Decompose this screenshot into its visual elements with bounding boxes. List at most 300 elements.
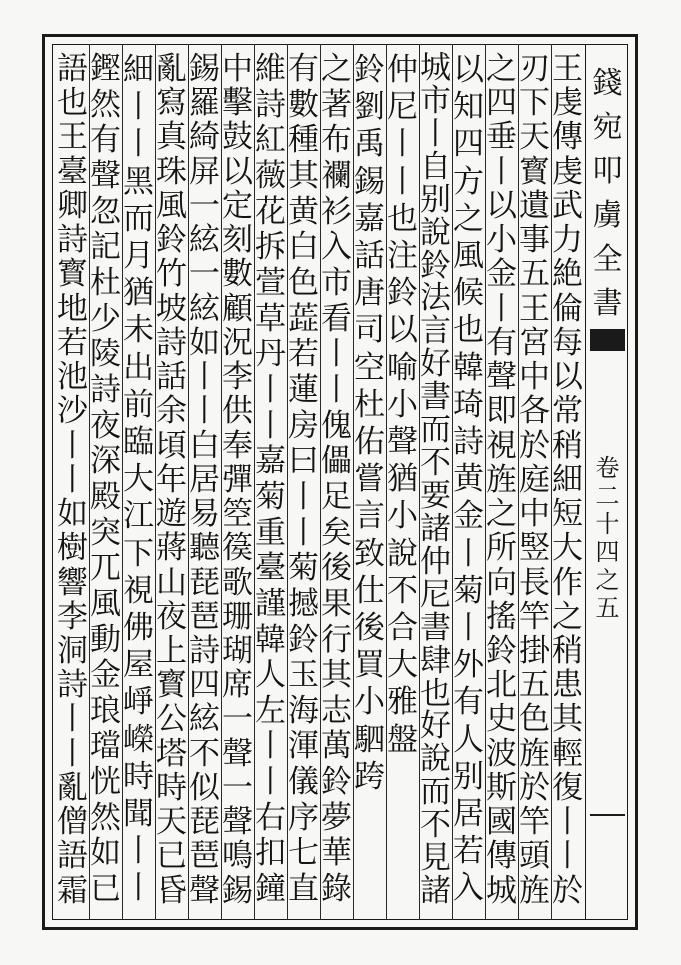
text-char: 後 (354, 610, 385, 647)
volume-label-char: 四 (595, 538, 620, 566)
text-char: 丨 (57, 701, 88, 738)
text-char: 其 (552, 701, 583, 738)
text-char: 若 (288, 336, 319, 373)
text-char: 頃 (156, 427, 187, 464)
text-char: 大 (552, 530, 583, 567)
text-char: 中 (519, 496, 550, 533)
text-char: 序 (288, 799, 319, 836)
text-char: 篌 (222, 530, 253, 567)
text-char: 絃 (189, 290, 220, 327)
text-char: 居 (189, 461, 220, 498)
text-char: 韓 (255, 621, 286, 658)
volume-label (586, 454, 629, 622)
text-char: 丨 (123, 833, 154, 870)
text-char: 丨 (123, 89, 154, 126)
text-char: 市 (321, 264, 352, 301)
text-char: 禹 (354, 126, 385, 163)
text-char: 諸 (420, 873, 451, 910)
text-char: 市 (420, 82, 451, 119)
text-char: 絃 (189, 222, 220, 259)
text-char: 尼 (420, 576, 451, 613)
text-char: 然 (90, 799, 121, 836)
text-char: 丨 (255, 407, 286, 444)
text-char: 席 (222, 667, 253, 704)
text-char: 之 (486, 51, 517, 87)
text-char: 嘗 (354, 461, 385, 498)
text-char: 菊 (288, 550, 319, 587)
text-char: 雅 (387, 684, 418, 721)
page-margin-strip (585, 44, 629, 920)
text-char: 七 (288, 835, 319, 872)
text-char: 丨 (57, 427, 88, 464)
text-char: 萬 (321, 728, 352, 765)
text-char: 所 (486, 530, 517, 567)
text-column (484, 52, 520, 908)
text-char: 如 (57, 496, 88, 533)
text-char: 而 (420, 774, 451, 811)
text-char: 行 (321, 621, 352, 658)
text-char: 維 (255, 51, 286, 87)
text-char: 動 (90, 621, 121, 658)
text-char: 著 (321, 86, 352, 123)
text-char: 夜 (156, 598, 187, 635)
text-char: 旌 (519, 872, 550, 909)
text-char: 王 (519, 290, 550, 327)
text-char: 於 (519, 769, 550, 806)
text-char: 丨 (486, 153, 517, 190)
text-char: 白 (189, 427, 220, 464)
text-char: 人 (255, 657, 286, 694)
text-char: 之 (321, 51, 352, 87)
text-char: 卿 (57, 187, 88, 224)
text-char: 一 (189, 256, 220, 293)
text-char: 錫 (222, 872, 253, 909)
text-char: 絶 (552, 256, 583, 293)
text-char: 别 (453, 758, 484, 795)
text-char: 羅 (189, 85, 220, 122)
text-char: 不 (420, 807, 451, 844)
text-char: 丨 (57, 735, 88, 772)
text-char: 忽 (90, 193, 121, 230)
text-char: 風 (453, 238, 484, 275)
text-column (55, 52, 91, 908)
text-char: 買 (354, 647, 385, 684)
text-char: 兀 (90, 550, 121, 587)
text-char: 外 (453, 647, 484, 684)
volume-label-char: 之 (595, 566, 620, 594)
text-char: 丨 (552, 804, 583, 841)
text-char: 直 (288, 871, 319, 908)
text-char: 入 (453, 870, 484, 907)
text-char: 四 (453, 126, 484, 163)
text-char: 丨 (321, 336, 352, 373)
text-char: 衫 (321, 193, 352, 230)
text-char: 僧 (57, 804, 88, 841)
text-char: 法 (420, 280, 451, 317)
text-char: 事 (519, 222, 550, 259)
text-char: 月 (123, 238, 154, 275)
text-char: 刃 (519, 51, 550, 87)
text-char: 司 (354, 312, 385, 349)
text-char: 五 (519, 256, 550, 293)
text-char: 一 (222, 769, 253, 806)
text-char: 竪 (519, 530, 550, 567)
text-char: 方 (453, 163, 484, 200)
text-char: 一 (222, 701, 253, 738)
text-char: 即 (486, 393, 517, 430)
text-char: 撼 (288, 585, 319, 622)
text-char: 海 (288, 692, 319, 729)
book-title-char: 書 (592, 286, 623, 321)
text-char: 而 (123, 200, 154, 237)
text-char: 有 (453, 684, 484, 721)
text-char: 嶸 (123, 721, 154, 758)
book-title (586, 62, 629, 326)
text-char: 余 (156, 393, 187, 430)
text-char: 崢 (123, 684, 154, 721)
text-char: 未 (123, 312, 154, 349)
text-char: 以 (387, 312, 418, 349)
text-char: 竿 (519, 804, 550, 841)
text-char: 合 (387, 610, 418, 647)
text-char: 聲 (486, 359, 517, 396)
text-char: 别 (420, 181, 451, 218)
text-column (187, 52, 223, 908)
text-char: 傳 (552, 119, 583, 156)
text-char: 寳 (519, 153, 550, 190)
text-char: 小 (486, 222, 517, 259)
text-column (154, 52, 190, 908)
text-char: 下 (123, 535, 154, 572)
text-char: 仕 (354, 572, 385, 609)
text-char: 復 (552, 769, 583, 806)
text-char: 風 (90, 585, 121, 622)
text-char: 言 (354, 498, 385, 535)
text-char: 也 (57, 85, 88, 122)
text-char: 仲 (387, 52, 418, 88)
text-char: 駟 (354, 721, 385, 758)
text-char: 鼓 (222, 119, 253, 156)
book-title-char: 錢 (592, 66, 623, 101)
text-char: 左 (255, 692, 286, 729)
text-char: 曰 (288, 443, 319, 480)
text-char: 已 (90, 871, 121, 908)
text-char: 中 (519, 359, 550, 396)
text-char: 以 (453, 52, 484, 88)
text-char: 丨 (57, 461, 88, 498)
text-char: 寳 (57, 256, 88, 293)
text-char: 如 (90, 835, 121, 872)
text-char: 丨 (387, 163, 418, 200)
text-char: 史 (486, 701, 517, 738)
book-title-char: 宛 (592, 110, 623, 145)
text-char: 丨 (255, 728, 286, 765)
text-char: 虔 (552, 85, 583, 122)
text-char: 謹 (255, 585, 286, 622)
volume-label-char: 十 (595, 510, 620, 538)
text-char: 傳 (486, 838, 517, 875)
text-char: 城 (486, 872, 517, 909)
text-column (418, 52, 454, 908)
text-char: 李 (222, 359, 253, 396)
text-char: 渾 (288, 728, 319, 765)
text-char: 力 (552, 222, 583, 259)
text-char: 彈 (222, 461, 253, 498)
text-char: 跨 (354, 758, 385, 795)
text-char: 丨 (288, 514, 319, 551)
text-char: 居 (453, 796, 484, 833)
text-char: 天 (156, 804, 187, 841)
text-char: 遺 (519, 187, 550, 224)
text-char: 詩 (57, 667, 88, 704)
text-char: 房 (288, 407, 319, 444)
text-char: 蔣 (156, 530, 187, 567)
text-char: 顧 (222, 290, 253, 327)
text-char: 金 (90, 657, 121, 694)
text-char: 盤 (387, 721, 418, 758)
text-char: 草 (255, 300, 286, 337)
text-char: 下 (519, 85, 550, 122)
text-char: 屋 (123, 647, 154, 684)
text-char: 如 (189, 324, 220, 361)
text-char: 數 (222, 256, 253, 293)
text-char: 然 (90, 86, 121, 123)
text-char: 虔 (552, 153, 583, 190)
text-char: 稍 (552, 427, 583, 464)
text-char: 輕 (552, 735, 583, 772)
text-char: 矣 (321, 514, 352, 551)
text-char: 大 (387, 647, 418, 684)
text-char: 不 (420, 445, 451, 482)
text-char: 鈴 (486, 632, 517, 669)
text-char: 塔 (156, 735, 187, 772)
text-char: 似 (189, 769, 220, 806)
volume-label-char: 二 (595, 482, 620, 510)
text-char: 丨 (387, 126, 418, 163)
text-char: 於 (552, 872, 583, 909)
text-char: 丨 (453, 610, 484, 647)
text-char: 旌 (486, 461, 517, 498)
text-char: 天 (519, 119, 550, 156)
text-char: 有 (486, 324, 517, 361)
text-char: 言 (420, 313, 451, 350)
text-char: 向 (486, 564, 517, 601)
text-char: 亂 (156, 51, 187, 87)
text-char: 之 (552, 598, 583, 635)
text-char: 時 (156, 769, 187, 806)
text-char: 錄 (321, 871, 352, 908)
text-char: 洞 (57, 632, 88, 669)
text-char: 遊 (156, 496, 187, 533)
book-title-char: 叩 (592, 154, 623, 189)
text-char: 記 (90, 229, 121, 266)
text-column (385, 52, 421, 908)
text-char: 公 (156, 701, 187, 738)
text-char: 池 (57, 359, 88, 396)
text-char: 竿 (519, 598, 550, 635)
text-char: 書 (420, 609, 451, 646)
text-char: 猶 (123, 275, 154, 312)
text-char: 稍 (552, 632, 583, 669)
text-char: 出 (123, 349, 154, 386)
text-column (550, 52, 586, 908)
text-char: 儡 (321, 443, 352, 480)
text-char: 以 (486, 187, 517, 224)
text-char: 玉 (288, 657, 319, 694)
text-char: 歌 (222, 564, 253, 601)
text-char: 細 (552, 461, 583, 498)
text-char: 瑚 (222, 632, 253, 669)
text-char: 臨 (123, 424, 154, 461)
text-char: 之 (486, 496, 517, 533)
text-char: 竹 (156, 256, 187, 293)
text-char: 知 (453, 89, 484, 126)
text-char: 也 (420, 675, 451, 712)
text-char: 突 (90, 514, 121, 551)
text-char: 不 (387, 572, 418, 609)
text-char: 金 (486, 256, 517, 293)
text-char: 丨 (255, 371, 286, 408)
text-char: 鏗 (90, 51, 121, 87)
text-char: 小 (387, 498, 418, 535)
text-char: 箜 (222, 496, 253, 533)
text-char: 肆 (420, 642, 451, 679)
text-column (121, 52, 157, 908)
text-char: 大 (123, 461, 154, 498)
text-char: 數 (288, 86, 319, 123)
text-char: 足 (321, 478, 352, 515)
text-char: 中 (222, 51, 253, 87)
text-char: 聽 (189, 530, 220, 567)
text-char: 聲 (222, 804, 253, 841)
text-char: 夢 (321, 799, 352, 836)
text-char: 聞 (123, 796, 154, 833)
text-char: 珠 (156, 153, 187, 190)
text-char: 佛 (123, 610, 154, 647)
text-char: 菊 (255, 478, 286, 515)
text-char: 志 (321, 692, 352, 729)
text-char: 昏 (156, 872, 187, 909)
text-char: 話 (156, 359, 187, 396)
text-char: 語 (57, 838, 88, 875)
text-char: 扣 (255, 835, 286, 872)
text-char: 韓 (453, 349, 484, 386)
text-char: 垂 (486, 119, 517, 156)
text-char: 作 (552, 564, 583, 601)
text-char: 聲 (387, 424, 418, 461)
text-char: 以 (222, 153, 253, 190)
text-char: 入 (321, 229, 352, 266)
text-char: 鐘 (255, 871, 286, 908)
text-char: 傀 (321, 407, 352, 444)
text-char: 沙 (57, 393, 88, 430)
text-char: 聲 (222, 735, 253, 772)
text-column (88, 52, 124, 908)
text-char: 其 (288, 157, 319, 194)
text-char: 細 (123, 52, 154, 88)
text-char: 錫 (354, 163, 385, 200)
volume-label-char: 五 (595, 594, 620, 622)
text-char: 花 (255, 193, 286, 230)
text-char: 臺 (255, 550, 286, 587)
text-char: 王 (552, 51, 583, 87)
text-char: 若 (57, 324, 88, 361)
text-column (286, 52, 322, 908)
text-char: 好 (420, 708, 451, 745)
text-char: 易 (189, 496, 220, 533)
text-char: 劉 (354, 89, 385, 126)
text-char: 錫 (189, 51, 220, 87)
text-char: 每 (552, 324, 583, 361)
text-char: 各 (519, 393, 550, 430)
book-title-char: 虜 (592, 198, 623, 233)
text-char: 擊 (222, 85, 253, 122)
text-char: 丨 (189, 359, 220, 396)
text-char: 響 (57, 564, 88, 601)
text-char: 自 (420, 148, 451, 185)
text-char: 詩 (57, 222, 88, 259)
text-char: 唐 (354, 275, 385, 312)
text-char: 果 (321, 585, 352, 622)
text-char: 書 (420, 379, 451, 416)
text-char: 陵 (90, 336, 121, 373)
text-char: 搖 (486, 598, 517, 635)
text-char: 視 (123, 572, 154, 609)
text-char: 蓮 (288, 371, 319, 408)
text-char: 短 (552, 496, 583, 533)
text-char: 患 (552, 667, 583, 704)
text-char: 黑 (123, 163, 154, 200)
text-char: 鈴 (387, 275, 418, 312)
text-char: 於 (519, 427, 550, 464)
text-char: 丨 (453, 535, 484, 572)
text-char: 若 (453, 833, 484, 870)
text-char: 詩 (189, 632, 220, 669)
text-char: 嘉 (354, 200, 385, 237)
text-char: 山 (156, 564, 187, 601)
text-char: 李 (57, 598, 88, 635)
text-char: 紅 (255, 122, 286, 159)
text-char: 視 (486, 427, 517, 464)
text-char: 旌 (519, 735, 550, 772)
text-char: 種 (288, 122, 319, 159)
text-char: 定 (222, 187, 253, 224)
text-char: 尼 (387, 89, 418, 126)
text-char: 琶 (189, 598, 220, 635)
text-char: 武 (552, 187, 583, 224)
text-char: 長 (519, 564, 550, 601)
text-char: 仲 (420, 543, 451, 580)
text-char: 年 (156, 461, 187, 498)
text-char: 注 (387, 238, 418, 275)
text-char: 況 (222, 324, 253, 361)
text-char: 前 (123, 386, 154, 423)
text-char: 要 (420, 477, 451, 514)
text-char: 襴 (321, 157, 352, 194)
text-char: 寫 (156, 85, 187, 122)
text-char: 樹 (57, 530, 88, 567)
text-char: 詩 (255, 86, 286, 123)
text-char: 黄 (288, 193, 319, 230)
text-char: 諸 (420, 510, 451, 547)
text-char: 掛 (519, 632, 550, 669)
text-char: 恍 (90, 764, 121, 801)
text-char: 不 (189, 735, 220, 772)
text-char: 琶 (189, 838, 220, 875)
text-char: 白 (288, 229, 319, 266)
text-char: 聲 (189, 872, 220, 909)
text-char: 城 (420, 50, 451, 86)
